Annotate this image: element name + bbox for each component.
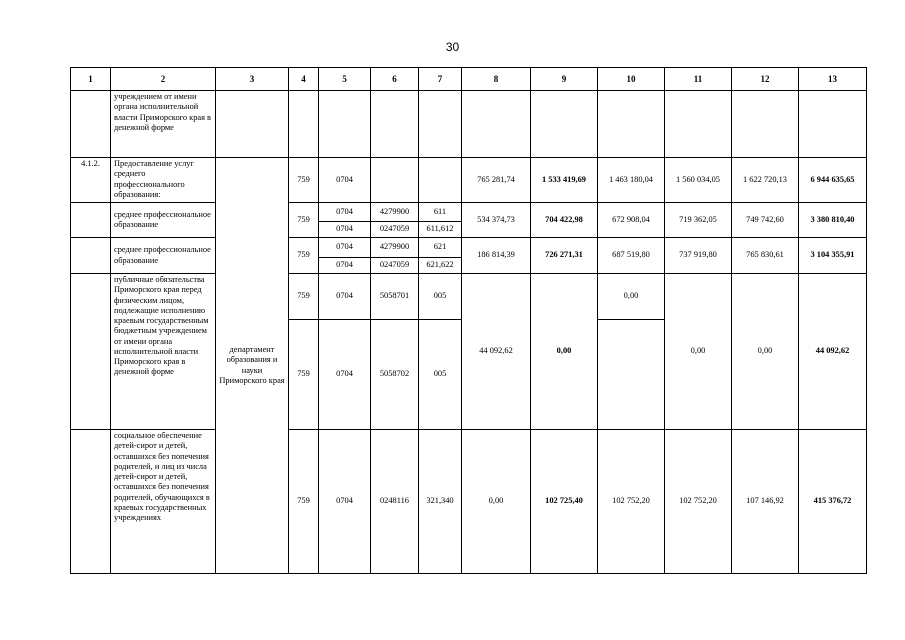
cell xyxy=(531,91,598,158)
row-number: 4.1.2. xyxy=(71,158,111,203)
col-header: 7 xyxy=(419,68,462,91)
cell: 4279900 xyxy=(371,238,419,258)
cell xyxy=(216,91,289,158)
col-header: 4 xyxy=(289,68,319,91)
cell: 321,340 xyxy=(419,430,462,574)
table-row xyxy=(71,238,867,258)
cell: 0247059 xyxy=(371,222,419,238)
cell: 44 092,62 xyxy=(799,274,867,430)
cell: 621,622 xyxy=(419,258,462,274)
col-header: 10 xyxy=(598,68,665,91)
cell xyxy=(732,91,799,158)
cell: 737 919,80 xyxy=(665,238,732,274)
cell: 44 092,62 xyxy=(462,274,531,430)
row-name: публичные обязательства Приморского края перед физическим лицом, подлежащие исполнению краевым государственным бюджетным учреждением от имени органа исполнительной власти Приморского края в денежной форме xyxy=(111,274,216,430)
cell: 5058701 xyxy=(371,274,419,320)
cell: 759 xyxy=(289,430,319,574)
table-row xyxy=(71,203,867,222)
row-name: Предоставление услуг среднего профессионального образования: xyxy=(111,158,216,203)
col-header: 11 xyxy=(665,68,732,91)
row-name: среднее профессиональное образование xyxy=(111,238,216,274)
cell xyxy=(371,158,419,203)
row-name: социальное обеспечение детей-сирот и детей, оставшихся без попечения родителей, и лиц из числа детей-сирот и детей, оставшихся без попечения родителей, обучающихся в краевых государственных учреждениях xyxy=(111,430,216,574)
table-row xyxy=(71,91,867,158)
cell: 0704 xyxy=(319,222,371,238)
cell: 0704 xyxy=(319,320,371,430)
col-header: 13 xyxy=(799,68,867,91)
row-name: учреждением от имени органа исполнительной власти Приморского края в денежной форме xyxy=(111,91,216,158)
cell: 759 xyxy=(289,203,319,238)
cell: 1 560 034,05 xyxy=(665,158,732,203)
col-header: 2 xyxy=(111,68,216,91)
cell: 759 xyxy=(289,158,319,203)
cell: 4279900 xyxy=(371,203,419,222)
cell: 726 271,31 xyxy=(531,238,598,274)
cell xyxy=(419,91,462,158)
cell: 107 146,92 xyxy=(732,430,799,574)
cell: 102 752,20 xyxy=(598,430,665,574)
cell: 0,00 xyxy=(598,274,665,320)
cell xyxy=(462,91,531,158)
cell: 0,00 xyxy=(531,274,598,430)
cell: 704 422,98 xyxy=(531,203,598,238)
cell xyxy=(71,238,111,274)
cell xyxy=(419,158,462,203)
col-header: 9 xyxy=(531,68,598,91)
col-header: 12 xyxy=(732,68,799,91)
cell: 0,00 xyxy=(665,274,732,430)
cell xyxy=(598,320,665,430)
cell: 186 814,39 xyxy=(462,238,531,274)
cell: 719 362,05 xyxy=(665,203,732,238)
cell: 6 944 635,65 xyxy=(799,158,867,203)
cell: 5058702 xyxy=(371,320,419,430)
cell: 0704 xyxy=(319,203,371,222)
cell: 005 xyxy=(419,274,462,320)
cell: 749 742,60 xyxy=(732,203,799,238)
table-row xyxy=(71,274,867,320)
cell: 415 376,72 xyxy=(799,430,867,574)
cell: 759 xyxy=(289,320,319,430)
cell: 672 908,04 xyxy=(598,203,665,238)
cell: 0,00 xyxy=(732,274,799,430)
cell: 687 519,80 xyxy=(598,238,665,274)
col-header: 6 xyxy=(371,68,419,91)
cell xyxy=(289,91,319,158)
cell xyxy=(799,91,867,158)
cell: 0247059 xyxy=(371,258,419,274)
row-name: среднее профессиональное образование xyxy=(111,203,216,238)
cell xyxy=(371,91,419,158)
cell: 759 xyxy=(289,238,319,274)
cell: 102 725,40 xyxy=(531,430,598,574)
cell: 1 622 720,13 xyxy=(732,158,799,203)
cell: 611 xyxy=(419,203,462,222)
budget-table xyxy=(70,67,867,574)
cell xyxy=(598,91,665,158)
cell: 765 281,74 xyxy=(462,158,531,203)
department-cell: департамент образования и науки Приморского края xyxy=(216,158,289,574)
cell: 0704 xyxy=(319,274,371,320)
cell xyxy=(71,91,111,158)
cell xyxy=(319,91,371,158)
cell: 611,612 xyxy=(419,222,462,238)
cell: 0704 xyxy=(319,238,371,258)
cell xyxy=(71,203,111,238)
cell: 765 830,61 xyxy=(732,238,799,274)
cell: 534 374,73 xyxy=(462,203,531,238)
cell: 1 463 180,04 xyxy=(598,158,665,203)
cell: 3 380 810,40 xyxy=(799,203,867,238)
header-row xyxy=(71,68,867,91)
cell: 0704 xyxy=(319,258,371,274)
cell xyxy=(71,430,111,574)
cell: 0704 xyxy=(319,158,371,203)
page-number: 30 xyxy=(445,40,460,54)
cell: 005 xyxy=(419,320,462,430)
table-row xyxy=(71,158,867,203)
cell: 759 xyxy=(289,274,319,320)
cell: 0,00 xyxy=(462,430,531,574)
col-header: 8 xyxy=(462,68,531,91)
cell: 0704 xyxy=(319,430,371,574)
cell: 0248116 xyxy=(371,430,419,574)
table-row xyxy=(71,430,867,574)
col-header: 5 xyxy=(319,68,371,91)
col-header: 1 xyxy=(71,68,111,91)
cell xyxy=(665,91,732,158)
col-header: 3 xyxy=(216,68,289,91)
cell: 3 104 355,91 xyxy=(799,238,867,274)
cell: 621 xyxy=(419,238,462,258)
cell: 1 533 419,69 xyxy=(531,158,598,203)
cell xyxy=(71,274,111,430)
cell: 102 752,20 xyxy=(665,430,732,574)
